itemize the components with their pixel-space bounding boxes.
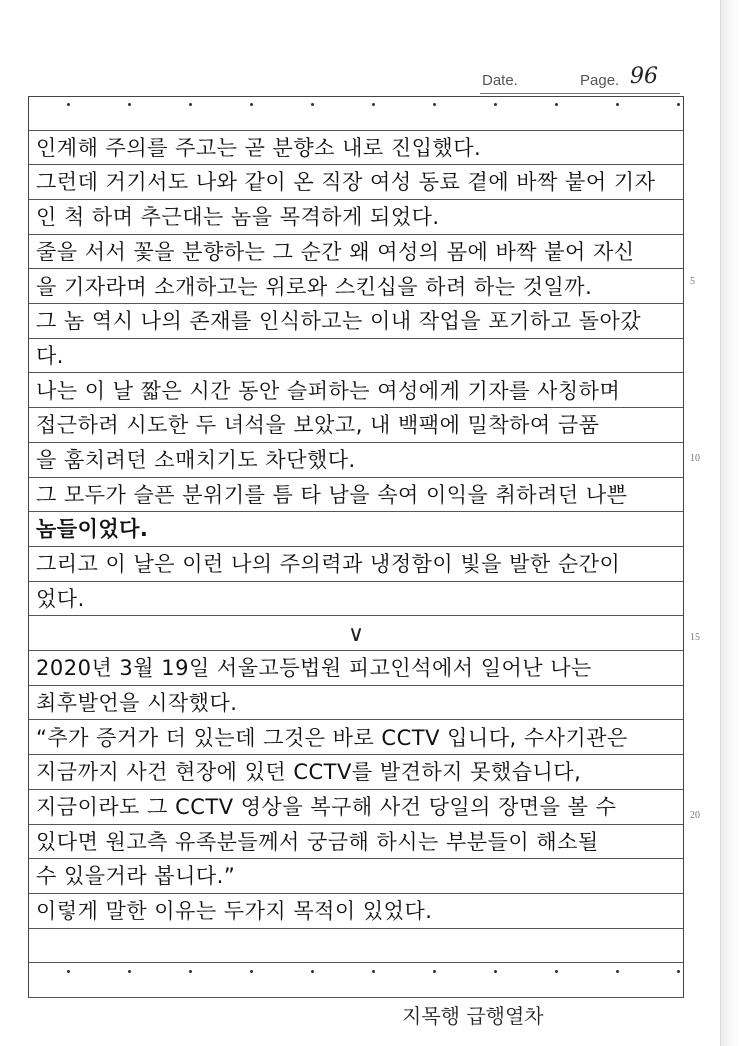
ruled-line — [29, 547, 683, 582]
handwritten-line: 줄을 서서 꽃을 분향하는 그 순간 왜 여성의 몸에 바짝 붙어 자신 — [36, 239, 635, 264]
ruled-line — [29, 443, 683, 478]
handwritten-line: 인계해 주의를 주고는 곧 분향소 내로 진입했다. — [36, 135, 482, 160]
guide-dot — [311, 103, 314, 106]
ruled-line — [29, 686, 683, 721]
handwritten-line: 그런데 거기서도 나와 같이 온 직장 여성 동료 곁에 바짝 붙어 기자 — [36, 170, 656, 195]
ruled-line — [29, 478, 683, 513]
ruled-line — [29, 929, 683, 964]
handwritten-line: 있다면 원고측 유족분들께서 궁금해 하시는 부분들이 해소될 — [36, 829, 599, 854]
margin-number: 5 — [690, 276, 695, 287]
handwritten-line: 나는 이 날 짧은 시간 동안 슬퍼하는 여성에게 기자를 사칭하며 — [36, 378, 621, 403]
ruled-line — [29, 339, 683, 374]
guide-dot — [250, 103, 253, 106]
dot-guide-row — [29, 97, 683, 131]
handwritten-line: 수 있을거라 봅니다.” — [36, 864, 236, 889]
ruled-line — [29, 964, 683, 999]
handwritten-line: 그리고 이 날은 이런 나의 주의력과 냉정함이 빛을 발한 순간이 — [36, 552, 621, 577]
handwritten-line: 인 척 하며 추근대는 놈을 목격하게 되었다. — [36, 205, 440, 230]
ruled-line — [29, 651, 683, 686]
handwritten-line: 다. — [36, 343, 64, 368]
guide-dot — [677, 970, 680, 973]
margin-number: 20 — [690, 810, 700, 821]
ruled-line — [29, 96, 683, 131]
page-header — [480, 66, 680, 94]
guide-dot — [555, 970, 558, 973]
section-break-mark: ∨ — [347, 621, 365, 647]
ruled-line — [29, 790, 683, 825]
ruled-line — [29, 235, 683, 270]
ruled-line — [29, 825, 683, 860]
guide-dot — [433, 970, 436, 973]
dot-guide-row — [29, 964, 683, 998]
guide-dot — [616, 103, 619, 106]
ruled-line — [29, 617, 683, 652]
ruled-line — [29, 408, 683, 443]
date-label: Date. — [482, 72, 518, 89]
signature-text: 지목행 급행열차 — [402, 1004, 544, 1028]
guide-dot — [372, 970, 375, 973]
ruled-line — [29, 582, 683, 617]
handwritten-line: 그 모두가 슬픈 분위기를 틈 타 남을 속여 이익을 취하려던 나쁜 — [36, 482, 628, 507]
ruled-line — [29, 131, 683, 166]
handwritten-line: 었다. — [36, 586, 85, 611]
guide-dot — [616, 970, 619, 973]
ruled-line — [29, 755, 683, 790]
guide-dot — [677, 103, 680, 106]
ruled-line — [29, 512, 683, 547]
guide-dot — [494, 103, 497, 106]
handwritten-line: 지금이라도 그 CCTV 영상을 복구해 사건 당일의 장면을 볼 수 — [36, 795, 617, 819]
guide-dot — [433, 103, 436, 106]
handwritten-line: 2020년 3월 19일 서울고등법원 피고인석에서 일어난 나는 — [36, 656, 592, 681]
handwritten-line: 을 훔치려던 소매치기도 차단했다. — [36, 448, 356, 472]
handwritten-line: 최후발언을 시작했다. — [36, 690, 238, 715]
guide-dot — [67, 103, 70, 106]
guide-dot — [67, 970, 70, 973]
ruled-line — [29, 304, 683, 339]
guide-dot — [311, 970, 314, 973]
page-label: Page. — [580, 72, 620, 89]
guide-dot — [555, 103, 558, 106]
guide-dot — [494, 970, 497, 973]
handwritten-line: 접근하려 시도한 두 녀석을 보았고, 내 백팩에 밀착하여 금품 — [36, 413, 600, 438]
ruled-line — [29, 374, 683, 409]
guide-dot — [128, 970, 131, 973]
guide-dot — [372, 103, 375, 106]
ruled-line — [29, 200, 683, 235]
margin-number: 15 — [690, 632, 700, 643]
header-rule — [480, 93, 680, 94]
margin-number: 10 — [690, 453, 700, 464]
guide-dot — [250, 970, 253, 973]
ruled-line — [29, 270, 683, 305]
handwritten-line: 놈들이었다. — [36, 517, 149, 542]
ruled-line — [29, 165, 683, 200]
page-number: 96 — [630, 64, 658, 89]
guide-dot — [189, 970, 192, 973]
handwritten-line: 그 놈 역시 나의 존재를 인식하고는 이내 작업을 포기하고 돌아갔 — [36, 309, 642, 334]
handwritten-line: 지금까지 사건 현장에 있던 CCTV를 발견하지 못했습니다, — [36, 760, 582, 785]
handwritten-line: “추가 증거가 더 있는데 그것은 바로 CCTV 입니다, 수사기관은 — [36, 725, 628, 750]
ruled-line — [29, 721, 683, 756]
ruled-line — [29, 894, 683, 929]
handwritten-line: 을 기자라며 소개하고는 위로와 스킨십을 하려 하는 것일까. — [36, 274, 593, 299]
ruled-line — [29, 859, 683, 894]
notebook-page-edge — [720, 0, 740, 1046]
ruled-sheet — [28, 96, 684, 998]
handwritten-line: 이렇게 말한 이유는 두가지 목적이 있었다. — [36, 899, 433, 924]
guide-dot — [128, 103, 131, 106]
guide-dot — [189, 103, 192, 106]
